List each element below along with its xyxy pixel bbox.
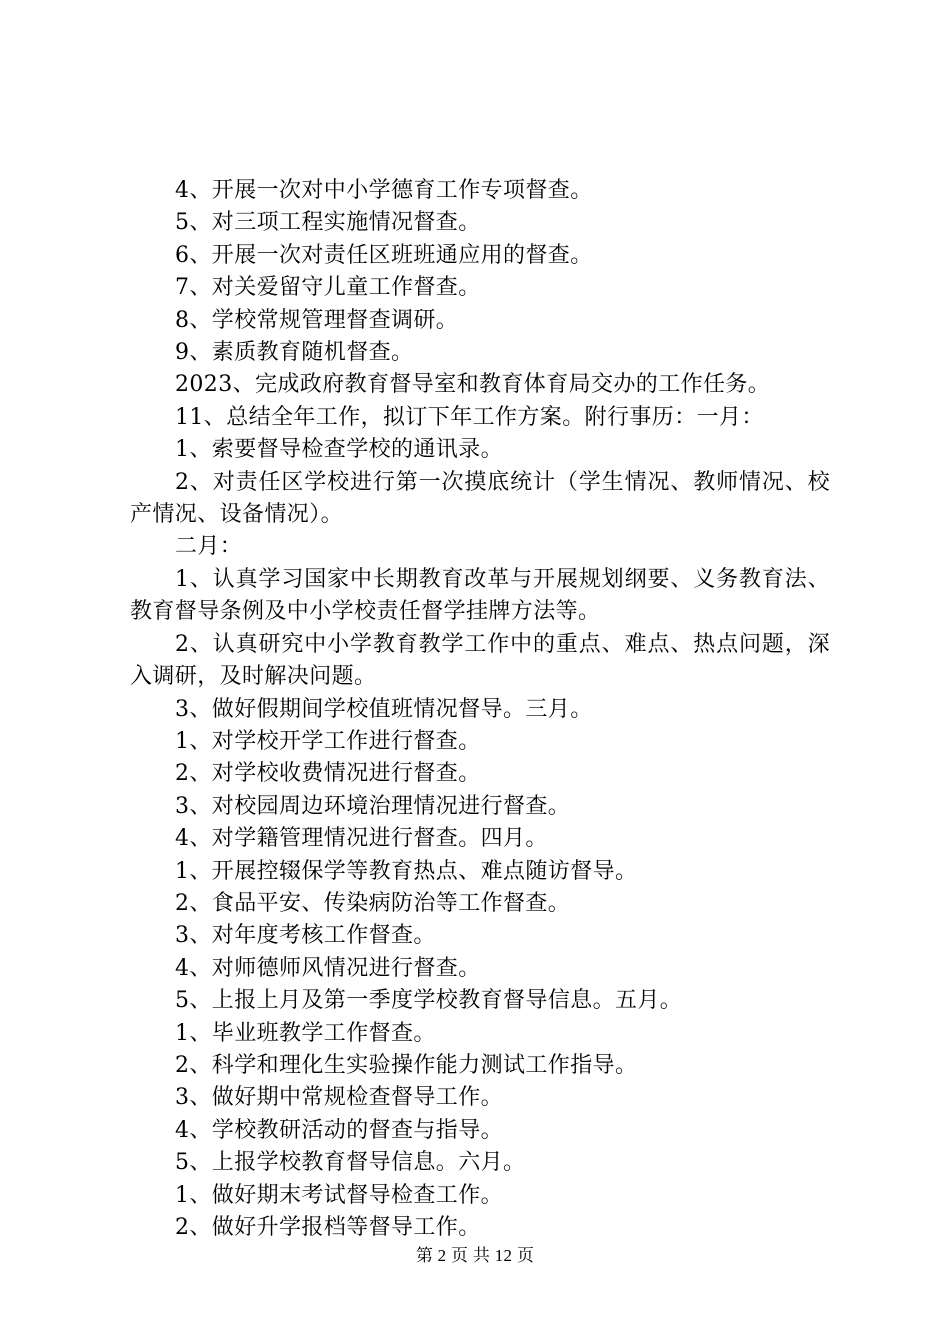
paragraph: 6、开展一次对责任区班班通应用的督查。 (175, 242, 593, 268)
paragraph: 1、认真学习国家中长期教育改革与开展规划纲要、义务教育法、教育督导条例及中小学校责任督学挂牌方法等。 (130, 566, 830, 625)
paragraph: 8、学校常规管理督查调研。 (175, 307, 459, 333)
paragraph: 4、学校教研活动的督查与指导。 (175, 1117, 503, 1143)
paragraph: 4、开展一次对中小学德育工作专项督查。 (175, 178, 593, 203)
paragraph: 1、毕业班教学工作督查。 (175, 1020, 436, 1046)
paragraph: 1、对学校开学工作进行督查。 (175, 728, 481, 754)
paragraph: 2023、完成政府教育督导室和教育体育局交办的工作任务。 (175, 372, 771, 398)
page-number-footer: 第 2 页 共 12 页 (415, 1246, 535, 1265)
paragraph: 11、总结全年工作，拟订下年工作方案。附行事历：一月： (175, 404, 764, 430)
paragraph: 1、做好期末考试督导检查工作。 (175, 1182, 503, 1208)
paragraph: 5、上报学校教育督导信息。六月。 (175, 1150, 526, 1176)
document-body (130, 175, 830, 1244)
paragraph: 2、科学和理化生实验操作能力测试工作指导。 (175, 1052, 638, 1078)
paragraph: 1、索要督导检查学校的通讯录。 (175, 437, 503, 463)
paragraph: 1、开展控辍保学等教育热点、难点随访督导。 (175, 858, 638, 884)
paragraph: 5、上报上月及第一季度学校教育督导信息。五月。 (175, 988, 683, 1014)
paragraph: 3、对年度考核工作督查。 (175, 923, 436, 949)
paragraph: 7、对关爱留守儿童工作督查。 (175, 275, 481, 301)
paragraph: 2、认真研究中小学教育教学工作中的重点、难点、热点问题，深入调研，及时解决问题。 (130, 631, 830, 690)
paragraph: 4、对师德师风情况进行督查。 (175, 955, 481, 981)
paragraph: 2、食品平安、传染病防治等工作督查。 (175, 890, 571, 916)
paragraph: 9、素质教育随机督查。 (175, 340, 414, 366)
paragraph: 2、对学校收费情况进行督查。 (175, 761, 481, 787)
paragraph: 2、对责任区学校进行第一次摸底统计（学生情况、教师情况、校产情况、设备情况）。 (130, 469, 830, 528)
paragraph: 3、对校园周边环境治理情况进行督查。 (175, 793, 571, 819)
paragraph: 二月： (175, 534, 243, 560)
paragraph: 3、做好期中常规检查督导工作。 (175, 1085, 503, 1111)
paragraph: 3、做好假期间学校值班情况督导。三月。 (175, 696, 593, 722)
paragraph: 2、做好升学报档等督导工作。 (175, 1215, 481, 1240)
paragraph: 4、对学籍管理情况进行督查。四月。 (175, 826, 548, 852)
paragraph: 5、对三项工程实施情况督查。 (175, 210, 481, 236)
